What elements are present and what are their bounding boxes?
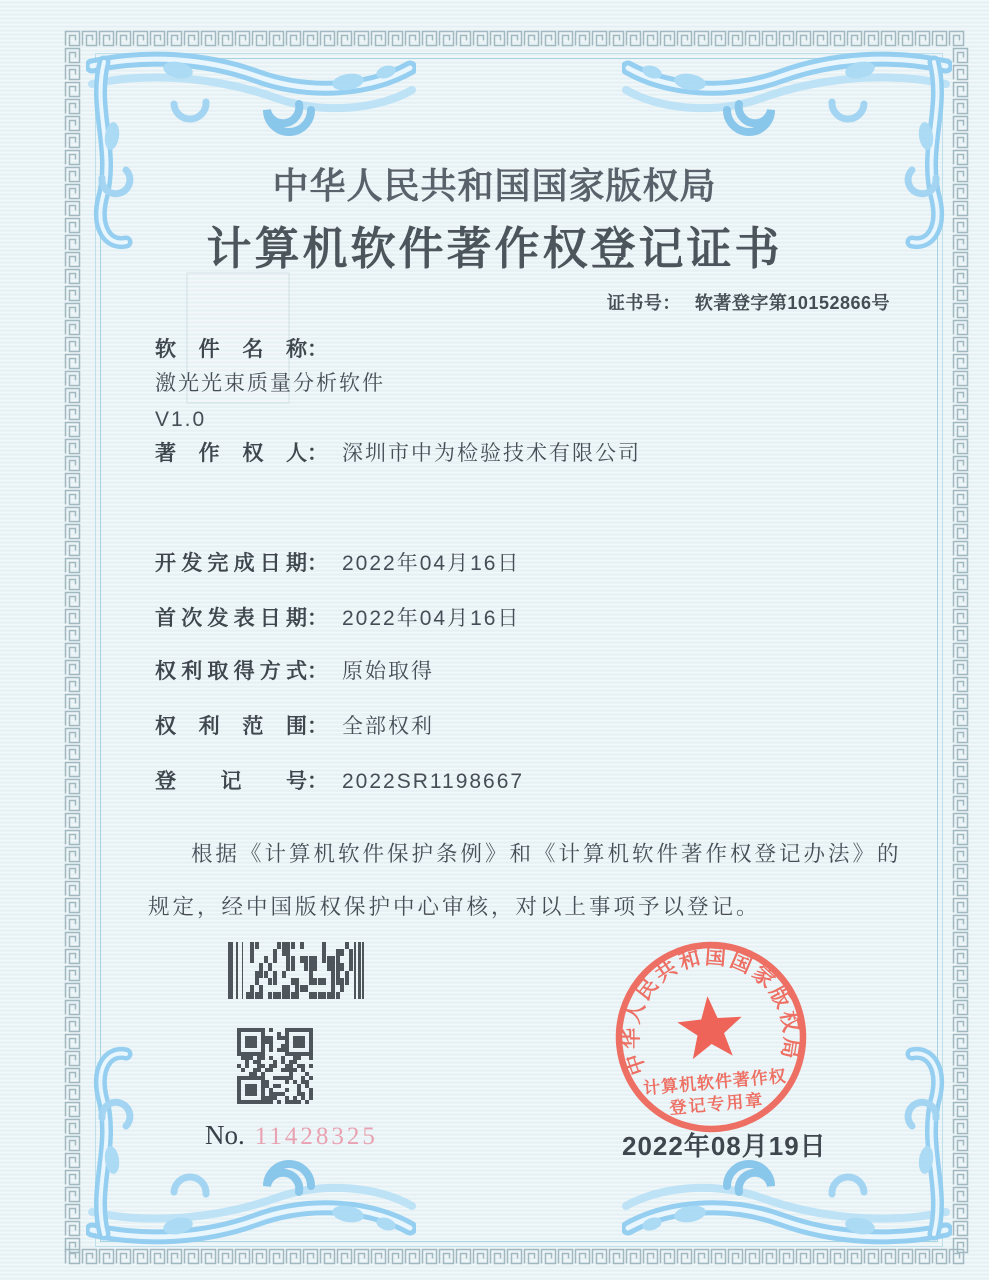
field-row-first-publish-date bbox=[155, 603, 520, 635]
barcode-module-column bbox=[340, 942, 344, 999]
barcode-module-column bbox=[273, 942, 277, 999]
statement-line-1: 根据《计算机软件保护条例》和《计算机软件著作权登记办法》的 bbox=[191, 842, 902, 866]
barcode-module-column bbox=[255, 942, 259, 999]
field-row-right-scope bbox=[155, 711, 434, 743]
field-colon: ： bbox=[307, 607, 328, 630]
barcode-module-column bbox=[327, 942, 331, 999]
field-colon: ： bbox=[307, 442, 328, 465]
certificate-title: 计算机软件著作权登记证书 bbox=[206, 223, 783, 274]
field-colon: ： bbox=[307, 770, 328, 793]
certificate-number-label: 证书号： bbox=[606, 293, 681, 313]
field-colon: ： bbox=[307, 552, 328, 575]
field-label: 首次发表日期 bbox=[155, 607, 307, 630]
statement-line-2: 规定，经中国版权保护中心审核，对以上事项予以登记。 bbox=[148, 895, 761, 919]
seal-line-1: 计算机软件著作权 bbox=[642, 1066, 788, 1099]
issue-date: 2022年08月19日 bbox=[622, 1131, 827, 1161]
barcode-module-column bbox=[331, 942, 335, 999]
software-name-value: 激光光束质量分析软件 bbox=[155, 372, 385, 395]
qr-code bbox=[237, 1028, 313, 1104]
serial-number-row bbox=[205, 1120, 378, 1151]
seal-line-2: 登记专用章 bbox=[668, 1090, 766, 1118]
certificate-number-value: 软著登字第10152866号 bbox=[694, 293, 890, 313]
field-row-right-acquisition bbox=[155, 656, 434, 688]
field-label: 著作权人 bbox=[155, 442, 307, 465]
field-row-registration-number bbox=[155, 766, 524, 798]
field-row-copyright-owner bbox=[155, 438, 641, 470]
barcode-module-column bbox=[286, 942, 290, 999]
barcode-module-column bbox=[318, 942, 322, 999]
field-label: 登记号 bbox=[155, 770, 307, 793]
right-acquisition-value: 原始取得 bbox=[342, 660, 434, 683]
registration-number-value: 2022SR1198667 bbox=[342, 770, 525, 793]
right-scope-value: 全部权利 bbox=[342, 715, 434, 738]
barcode-module-column bbox=[268, 942, 272, 999]
barcode bbox=[228, 942, 370, 999]
serial-number: 11428325 bbox=[254, 1123, 378, 1150]
field-label: 权利范围 bbox=[155, 715, 307, 738]
barcode-module-column bbox=[345, 942, 349, 999]
barcode-module-column bbox=[309, 942, 313, 999]
barcode-module-column bbox=[259, 942, 263, 999]
authority-title: 中华人民共和国国家版权局 bbox=[272, 165, 717, 206]
barcode-module-column bbox=[313, 942, 317, 999]
barcode-module-column bbox=[277, 942, 281, 999]
field-label: 权利取得方式 bbox=[155, 660, 307, 683]
certificate-number-row bbox=[607, 289, 890, 315]
barcode-bar bbox=[228, 942, 233, 999]
barcode-module-column bbox=[291, 942, 295, 999]
barcode-module-column bbox=[246, 942, 250, 999]
first-publish-date-value: 2022年04月16日 bbox=[342, 607, 521, 630]
barcode-module-column bbox=[304, 942, 308, 999]
barcode-module-column bbox=[322, 942, 326, 999]
field-row-software-name bbox=[155, 334, 385, 438]
field-colon: ： bbox=[307, 715, 328, 738]
barcode-module-column bbox=[250, 942, 254, 999]
barcode-module-column bbox=[282, 942, 286, 999]
field-colon: ： bbox=[307, 660, 328, 683]
official-seal bbox=[604, 930, 819, 1145]
serial-prefix: No. bbox=[205, 1120, 245, 1150]
seal-ring-text: 中华人民共和国国家版权局 bbox=[619, 945, 803, 1078]
field-label: 开发完成日期 bbox=[155, 552, 307, 575]
copyright-owner-value: 深圳市中为检验技术有限公司 bbox=[342, 442, 641, 465]
dev-complete-date-value: 2022年04月16日 bbox=[342, 552, 521, 575]
field-colon: ： bbox=[307, 338, 328, 361]
field-row-dev-complete-date bbox=[155, 548, 520, 580]
seal-star bbox=[675, 993, 745, 1060]
barcode-module-column bbox=[336, 942, 340, 999]
barcode-module-column bbox=[295, 942, 299, 999]
barcode-module-column bbox=[264, 942, 268, 999]
barcode-module-column bbox=[349, 942, 353, 999]
barcode-module-column bbox=[300, 942, 304, 999]
field-label: 软件名称 bbox=[155, 338, 307, 361]
software-version-value: V1.0 bbox=[155, 408, 207, 431]
barcode-bar bbox=[365, 942, 370, 999]
registration-statement bbox=[148, 828, 926, 934]
